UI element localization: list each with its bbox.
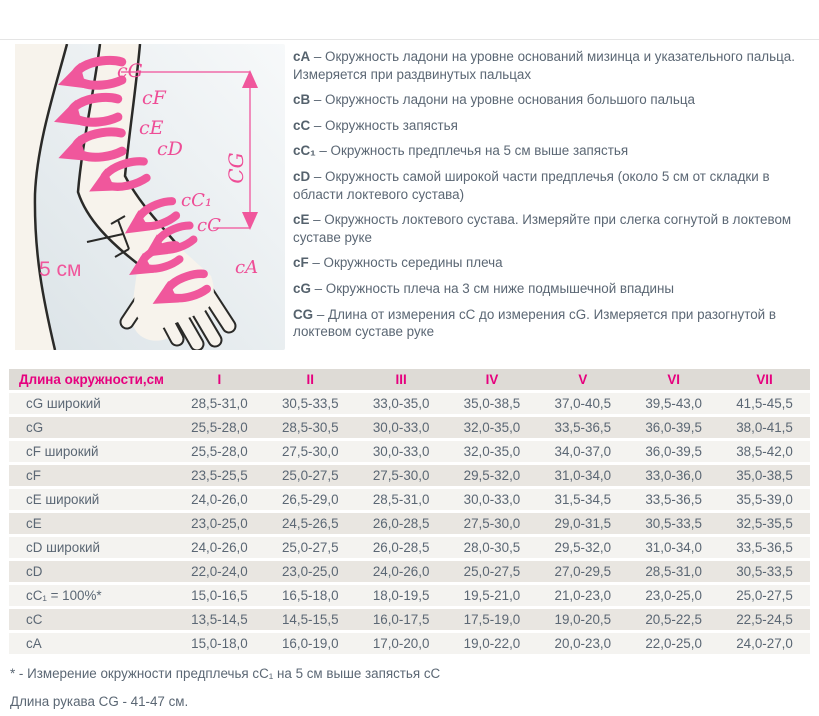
- table-cell: 26,0-28,5: [356, 537, 447, 558]
- row-label: cA: [9, 633, 174, 654]
- table-cell: 17,0-20,0: [356, 633, 447, 654]
- table-cell: 36,0-39,5: [628, 417, 719, 438]
- measurement-key: cC: [293, 117, 311, 133]
- diagram-label-cd: cD: [157, 138, 183, 160]
- column-header: IV: [447, 369, 538, 390]
- table-cell: 26,5-29,0: [265, 489, 356, 510]
- table-cell: 31,0-34,0: [537, 465, 628, 486]
- size-table-head: [9, 369, 810, 390]
- table-cell: 37,0-40,5: [537, 393, 628, 414]
- measurement-description: [293, 91, 809, 109]
- measurement-key: cF: [293, 255, 309, 271]
- top-separator: [0, 0, 819, 40]
- measurement-key: cA: [293, 49, 311, 64]
- row-label: cG: [9, 417, 174, 438]
- table-cell: 27,5-30,0: [447, 513, 538, 534]
- table-cell: 25,0-27,5: [265, 537, 356, 558]
- measurement-description: [293, 142, 809, 160]
- column-header: VII: [719, 369, 810, 390]
- measurement-text: – Длина от измерения cC до измерения cG. Измеряется при разогнутой в локтевом суставе руке: [293, 306, 776, 340]
- table-row: [9, 609, 810, 630]
- table-cell: 33,5-36,5: [628, 489, 719, 510]
- table-cell: 30,0-33,0: [447, 489, 538, 510]
- table-cell: 19,0-22,0: [447, 633, 538, 654]
- table-cell: 17,5-19,0: [447, 609, 538, 630]
- table-cell: 35,0-38,5: [447, 393, 538, 414]
- table-cell: 32,0-35,0: [447, 441, 538, 462]
- table-row: [9, 633, 810, 654]
- table-cell: 25,0-27,5: [719, 585, 810, 606]
- column-header: III: [356, 369, 447, 390]
- column-header: Длина окружности,см: [9, 369, 174, 390]
- table-cell: 28,0-30,5: [447, 537, 538, 558]
- table-cell: 28,5-31,0: [628, 561, 719, 582]
- table-row: [9, 417, 810, 438]
- table-cell: 24,0-26,0: [174, 537, 265, 558]
- table-row: [9, 561, 810, 582]
- table-cell: 25,5-28,0: [174, 441, 265, 462]
- size-table-body: [9, 393, 810, 654]
- table-cell: 15,0-16,5: [174, 585, 265, 606]
- table-cell: 29,5-32,0: [537, 537, 628, 558]
- table-row: [9, 489, 810, 510]
- measurement-description: [293, 211, 809, 246]
- measurement-description: [293, 254, 809, 272]
- table-cell: 24,0-26,0: [356, 561, 447, 582]
- row-label: cC₁ = 100%*: [9, 585, 174, 606]
- table-cell: 33,0-36,0: [628, 465, 719, 486]
- measurement-text: – Окружность запястья: [313, 117, 458, 133]
- table-cell: 21,0-23,0: [537, 585, 628, 606]
- table-cell: 30,0-33,0: [356, 441, 447, 462]
- table-cell: 28,5-30,5: [265, 417, 356, 438]
- table-cell: 38,5-42,0: [719, 441, 810, 462]
- measurement-key: cB: [293, 92, 311, 108]
- table-cell: 27,0-29,5: [537, 561, 628, 582]
- measurement-description: [293, 306, 809, 341]
- table-row: [9, 537, 810, 558]
- diagram-label-five-cm: 5 см: [39, 258, 82, 281]
- table-cell: 25,0-27,5: [265, 465, 356, 486]
- asterisk-footnote: * - Измерение окружности предплечья cC₁ на 5 см выше запястья cC: [10, 666, 441, 681]
- diagram-label-cg: cG: [117, 60, 143, 82]
- table-cell: 39,5-43,0: [628, 393, 719, 414]
- diagram-label-length-cg: CG: [224, 152, 248, 184]
- diagram-label-cc: cC: [197, 215, 221, 236]
- table-cell: 14,5-15,5: [265, 609, 356, 630]
- table-cell: 23,0-25,0: [628, 585, 719, 606]
- table-cell: 18,0-19,5: [356, 585, 447, 606]
- table-cell: 32,0-35,0: [447, 417, 538, 438]
- row-label: cG широкий: [9, 393, 174, 414]
- table-cell: 31,0-34,0: [628, 537, 719, 558]
- table-cell: 22,0-24,0: [174, 561, 265, 582]
- sleeve-length-note: Длина рукава CG - 41-47 см.: [10, 694, 189, 709]
- table-cell: 20,0-23,0: [537, 633, 628, 654]
- table-cell: 29,5-32,0: [447, 465, 538, 486]
- table-cell: 32,5-35,5: [719, 513, 810, 534]
- table-row: [9, 585, 810, 606]
- measurement-key: cC₁: [293, 143, 316, 159]
- measurement-description: [293, 48, 809, 83]
- table-cell: 19,0-20,5: [537, 609, 628, 630]
- measurement-text: – Окружность самой широкой части предплечья (около 5 см от складки в области локтевого сустава): [293, 168, 770, 202]
- measurement-text: – Окружность локтевого сустава. Измеряйте при слегка согнутой в локтевом суставе руке: [293, 212, 792, 245]
- table-cell: 22,5-24,5: [719, 609, 810, 630]
- table-cell: 33,5-36,5: [719, 537, 810, 558]
- table-cell: 24,0-26,0: [174, 489, 265, 510]
- table-cell: 20,5-22,5: [628, 609, 719, 630]
- table-row: [9, 513, 810, 534]
- column-header: VI: [628, 369, 719, 390]
- arm-measurement-diagram: [15, 44, 285, 350]
- row-label: cF: [9, 465, 174, 486]
- measurement-text: – Окружность середины плеча: [312, 255, 503, 271]
- column-header: II: [265, 369, 356, 390]
- table-cell: 23,0-25,0: [174, 513, 265, 534]
- measurement-text: – Окружность плеча на 3 см ниже подмышечной впадины: [314, 280, 675, 296]
- row-label: cF широкий: [9, 441, 174, 462]
- measurement-text: – Окружность ладони на уровне оснований мизинца и указательного пальца. Измеряется при раздвинутых пальцах: [293, 49, 795, 82]
- table-cell: 30,5-33,5: [265, 393, 356, 414]
- table-cell: 22,0-25,0: [628, 633, 719, 654]
- table-cell: 27,5-30,0: [265, 441, 356, 462]
- measurement-text: – Окружность ладони на уровне основания большого пальца: [313, 92, 695, 108]
- table-cell: 26,0-28,5: [356, 513, 447, 534]
- table-cell: 31,5-34,5: [537, 489, 628, 510]
- table-cell: 41,5-45,5: [719, 393, 810, 414]
- table-cell: 28,5-31,0: [174, 393, 265, 414]
- table-cell: 15,0-18,0: [174, 633, 265, 654]
- arm-illustration: [15, 44, 285, 350]
- measurement-description: [293, 280, 809, 298]
- diagram-label-cc1: cC₁: [181, 190, 213, 211]
- table-row: [9, 393, 810, 414]
- measurement-descriptions: [293, 44, 809, 350]
- row-label: cD широкий: [9, 537, 174, 558]
- table-cell: 28,5-31,0: [356, 489, 447, 510]
- table-cell: 16,0-19,0: [265, 633, 356, 654]
- table-cell: 16,5-18,0: [265, 585, 356, 606]
- table-cell: 25,0-27,5: [447, 561, 538, 582]
- table-cell: 35,5-39,0: [719, 489, 810, 510]
- measurement-text: – Окружность предплечья на 5 см выше запястья: [319, 143, 629, 159]
- table-cell: 19,5-21,0: [447, 585, 538, 606]
- table-cell: 23,0-25,0: [265, 561, 356, 582]
- table-row: [9, 441, 810, 462]
- measurement-section: [0, 40, 819, 350]
- table-cell: 13,5-14,5: [174, 609, 265, 630]
- measurement-key: CG: [293, 306, 314, 322]
- table-cell: 25,5-28,0: [174, 417, 265, 438]
- table-cell: 38,0-41,5: [719, 417, 810, 438]
- measurement-key: cG: [293, 280, 311, 296]
- size-table: [9, 366, 810, 657]
- table-cell: 30,5-33,5: [628, 513, 719, 534]
- row-label: cE широкий: [9, 489, 174, 510]
- diagram-label-ce: cE: [139, 117, 164, 139]
- table-cell: 30,0-33,0: [356, 417, 447, 438]
- column-header: V: [537, 369, 628, 390]
- measurement-key: cD: [293, 168, 311, 184]
- table-row: [9, 465, 810, 486]
- row-label: cD: [9, 561, 174, 582]
- table-cell: 16,0-17,5: [356, 609, 447, 630]
- table-cell: 24,0-27,0: [719, 633, 810, 654]
- table-cell: 27,5-30,0: [356, 465, 447, 486]
- table-cell: 24,5-26,5: [265, 513, 356, 534]
- table-cell: 23,5-25,5: [174, 465, 265, 486]
- size-table-header-row: [9, 369, 810, 390]
- column-header: I: [174, 369, 265, 390]
- table-cell: 33,0-35,0: [356, 393, 447, 414]
- table-cell: 29,0-31,5: [537, 513, 628, 534]
- table-cell: 35,0-38,5: [719, 465, 810, 486]
- measurement-description: [293, 117, 809, 135]
- table-cell: 33,5-36,5: [537, 417, 628, 438]
- row-label: cC: [9, 609, 174, 630]
- table-cell: 30,5-33,5: [719, 561, 810, 582]
- table-cell: 36,0-39,5: [628, 441, 719, 462]
- row-label: cE: [9, 513, 174, 534]
- diagram-label-cf: cF: [142, 87, 166, 109]
- diagram-label-ca: cA: [235, 257, 259, 278]
- measurement-key: cE: [293, 212, 310, 228]
- measurement-description: [293, 168, 809, 203]
- table-cell: 34,0-37,0: [537, 441, 628, 462]
